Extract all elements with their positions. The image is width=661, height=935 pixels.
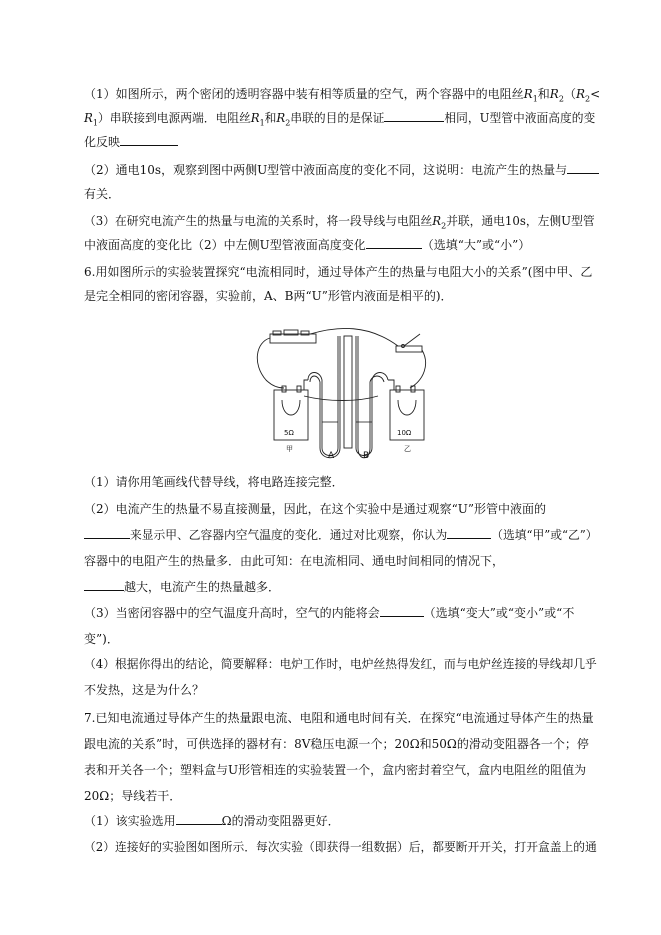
text: 并联，通电10s，左侧U型管 — [446, 214, 595, 228]
left-resistor-label: 5Ω — [284, 429, 294, 437]
subscript: 1 — [259, 118, 265, 128]
container-lid-post — [396, 386, 400, 392]
symbol-r2: R — [575, 87, 585, 101]
subscript: 2 — [558, 94, 564, 104]
q6-part4-line1 — [84, 656, 597, 672]
symbol-r1: R — [84, 111, 93, 125]
text: 跟电流的关系”时，可供选择的器材有：8V稳压电源一个；20Ω和50Ω的滑动变阻器各一个；停 — [84, 737, 589, 751]
q5-part1-line3 — [84, 134, 178, 150]
subscript: 2 — [585, 94, 591, 104]
left-container-label: 甲 — [286, 445, 293, 453]
q7-stem-line3 — [84, 762, 586, 778]
text: （ — [563, 87, 576, 101]
u-tube-a — [308, 336, 338, 456]
answer-blank[interactable] — [447, 527, 491, 539]
subscript: 1 — [532, 94, 538, 104]
text: 6.用如图所示的实验装置探究“电流相同时，通过导体产生的热量与电阻大小的关系”(图中甲、乙 — [84, 265, 593, 279]
text: < — [590, 87, 601, 101]
q5-part1-line2 — [84, 110, 595, 131]
text: （3）当密闭容器中的空气温度升高时，空气的内能将会 — [84, 606, 380, 620]
wire-middle — [304, 396, 378, 401]
text: 串联的目的是保证 — [290, 111, 385, 125]
scale-board — [344, 336, 352, 448]
subscript: 2 — [441, 221, 447, 231]
subscript: 1 — [92, 118, 98, 128]
answer-blank[interactable] — [84, 579, 124, 591]
subscript: 2 — [285, 118, 291, 128]
answer-blank[interactable] — [380, 605, 424, 617]
q6-part2-line4 — [84, 579, 280, 595]
answer-blank[interactable] — [176, 813, 222, 825]
symbol-r2: R — [549, 87, 559, 101]
q6-part3-line2 — [84, 631, 119, 647]
q6-stem-line1 — [84, 264, 592, 280]
text: （1）请你用笔画线代替导线，将电路连接完整． — [84, 475, 344, 489]
wire-left — [257, 338, 284, 388]
text: （2）电流产生的热量不易直接测量，因此，在这个实验中是通过观察“U”形管中液面的 — [84, 502, 547, 516]
q7-stem-line1 — [84, 710, 594, 726]
resistor-coil-left — [282, 400, 300, 415]
text: （3）在研究电流产生的热量与电流的关系时，将一段导线与电阻丝 — [84, 214, 433, 228]
text: 7.已知电流通过导体产生的热量跟电流、电阻和通电时间有关．在探究“电流通过导体产生的热量 — [84, 711, 594, 725]
text: （1）该实验选用 — [84, 814, 176, 828]
tube-connector-left — [304, 380, 308, 390]
q5-part3-line2 — [84, 237, 530, 253]
answer-blank[interactable] — [567, 162, 599, 174]
q6-part2-line2 — [84, 527, 598, 543]
text: 越大，电流产生的热量越多． — [124, 580, 281, 594]
switch-lever — [404, 334, 420, 346]
text: （1）如图所示，两个密闭的透明容器中装有相等质量的空气，两个容器中的电阻丝 — [84, 87, 524, 101]
text: 和 — [264, 111, 277, 125]
q5-part1-line1 — [84, 86, 600, 107]
q6-stem-line2 — [84, 288, 453, 304]
text: 表和开关各一个；塑料盒与U形管相连的实验装置一个，盒内密封着空气，盒内电阻丝的阻值为 — [84, 763, 587, 777]
answer-blank[interactable] — [120, 134, 178, 146]
text: 有关． — [84, 187, 121, 201]
symbol-r1: R — [523, 87, 533, 101]
symbol-r2: R — [432, 214, 442, 228]
q5-part3-line1 — [84, 213, 595, 234]
text: 不发热，这是为什么？ — [84, 683, 205, 697]
text: 化反映 — [84, 135, 121, 149]
wire-right — [410, 350, 426, 388]
text: 是完全相同的密闭容器，实验前，A、B两“U”形管内液面是相平的)． — [84, 289, 453, 303]
u-tube-b — [356, 336, 388, 456]
container-lid-post — [282, 386, 286, 392]
switch-base — [396, 346, 422, 352]
q7-part2-line1 — [84, 839, 597, 855]
q5-part2-line2 — [84, 186, 120, 202]
container-lid-post — [297, 386, 301, 392]
text: 来显示甲、乙容器内空气温度的变化．通过对比观察，你认为 — [130, 528, 448, 542]
text: （选填“大”或“小”） — [421, 238, 531, 252]
right-resistor-label: 10Ω — [397, 429, 412, 437]
q7-stem-line4 — [84, 788, 181, 804]
tube-b-label: B — [363, 451, 370, 461]
text: 和 — [537, 87, 550, 101]
q6-part1 — [84, 474, 344, 490]
text: 20Ω；导线若干． — [84, 789, 182, 803]
text: 容器中的电阻产生的热量多．由此可知：在电流相同、通电时间相同的情况下， — [84, 554, 505, 568]
text: （选填“甲”或“乙”） — [491, 528, 598, 542]
text: 中液面高度的变化比（2）中左侧U型管液面高度变化 — [84, 238, 366, 252]
u-tube-a-inner — [310, 336, 340, 458]
symbol-r2: R — [276, 111, 286, 125]
answer-blank[interactable] — [84, 527, 130, 539]
text: （4）根据你得出的结论，简要解释：电炉工作时，电炉丝热得发红，而与电炉丝连接的导线却几乎 — [84, 657, 597, 671]
resistor-coil-right — [398, 400, 416, 415]
q6-part2-line1 — [84, 501, 546, 517]
wire-top — [310, 328, 398, 346]
tube-a-label: A — [328, 451, 335, 461]
q7-part1 — [84, 813, 340, 829]
text: （选填“变大”或“变小”或“不 — [423, 606, 575, 620]
q6-part4-line2 — [84, 682, 204, 698]
tube-connector-right — [388, 380, 394, 390]
text: ）串联接到电源两端．电阻丝 — [97, 111, 251, 125]
experiment-apparatus-figure — [248, 324, 434, 464]
right-container-label: 乙 — [404, 445, 411, 453]
answer-blank[interactable] — [366, 237, 422, 249]
text: Ω的滑动变阻器更好． — [221, 814, 340, 828]
q7-stem-line2 — [84, 736, 589, 752]
q5-part2-line1 — [84, 162, 599, 178]
text: 相同，U型管中液面高度的变 — [444, 111, 596, 125]
symbol-r1: R — [250, 111, 260, 125]
u-tube-b-inner — [358, 336, 384, 458]
text: （2）通电10s，观察到图中两侧U型管中液面高度的变化不同，这说明：电流产生的热量与 — [84, 163, 568, 177]
answer-blank[interactable] — [384, 110, 444, 122]
text: 变”)． — [84, 632, 119, 646]
text: （2）连接好的实验图如图所示．每次实验（即获得一组数据）后，都要断开开关，打开盒盖上的通 — [84, 840, 597, 854]
q6-part2-line3 — [84, 553, 504, 569]
q6-part3-line1 — [84, 605, 574, 621]
